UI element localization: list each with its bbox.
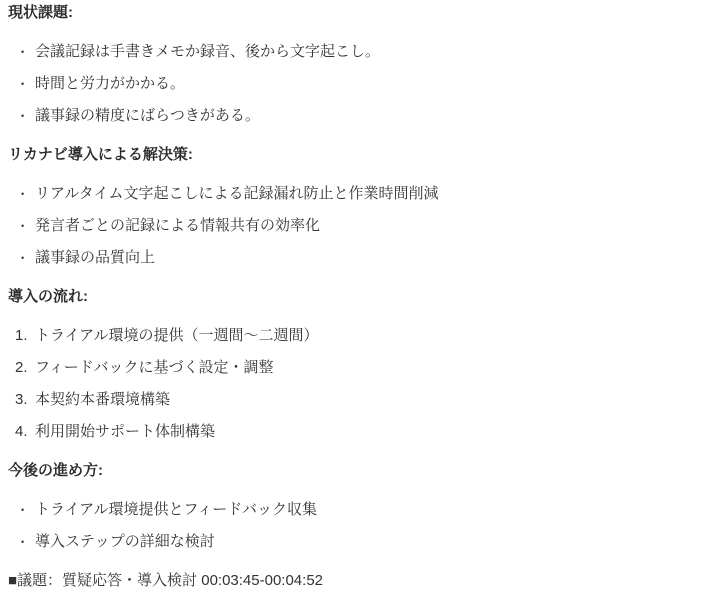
list-item <box>8 106 712 126</box>
list-item-text: フィードバックに基づく設定・調整 <box>35 359 274 376</box>
list-item <box>8 248 712 268</box>
section-heading-solutions: リカナビ導入による解決策: <box>8 146 193 163</box>
numbered-list-implementation-flow <box>8 326 712 442</box>
list-number: 1. <box>15 327 28 344</box>
list-item <box>8 532 712 552</box>
bullet-icon: • <box>21 253 25 263</box>
list-item <box>8 74 712 94</box>
list-item-text: 議事録の精度にばらつきがある。 <box>35 107 260 124</box>
list-item-text: 議事録の品質向上 <box>35 249 156 266</box>
list-item <box>8 422 712 442</box>
list-item-text: リアルタイム文字起こしによる記録漏れ防止と作業時間削減 <box>35 185 439 202</box>
list-item <box>8 500 712 520</box>
bullet-list-current-issues <box>8 42 712 126</box>
list-number: 4. <box>15 423 28 440</box>
bullet-list-solutions <box>8 184 712 268</box>
section-heading-next-steps: 今後の進め方: <box>8 462 103 479</box>
list-item-text: トライアル環境の提供（一週間〜二週間） <box>35 327 319 344</box>
bullet-icon: • <box>21 221 25 231</box>
bullet-icon: • <box>21 79 25 89</box>
list-item-text: 本契約本番環境構築 <box>35 391 171 408</box>
list-item-text: 発言者ごとの記録による情報共有の効率化 <box>35 217 321 234</box>
bullet-list-next-steps <box>8 500 712 552</box>
list-number: 3. <box>15 391 28 408</box>
list-item <box>8 390 712 410</box>
bullet-icon: • <box>21 111 25 121</box>
bullet-icon: • <box>21 47 25 57</box>
list-item-text: 利用開始サポート体制構築 <box>35 423 216 440</box>
section-heading-implementation-flow: 導入の流れ: <box>8 288 88 305</box>
agenda-topic-line: ■議題：質疑応答・導入検討 00:03:45-00:04:52 <box>8 572 324 589</box>
list-item-text: 導入ステップの詳細な検討 <box>35 533 215 550</box>
list-item <box>8 358 712 378</box>
bullet-icon: • <box>21 505 25 515</box>
list-item <box>8 326 712 346</box>
list-item <box>8 184 712 204</box>
list-item-text: トライアル環境提供とフィードバック収集 <box>35 501 318 518</box>
section-heading-current-issues: 現状課題: <box>8 4 73 21</box>
list-number: 2. <box>15 359 28 376</box>
list-item-text: 会議記録は手書きメモか録音、後から文字起こし。 <box>35 43 381 60</box>
list-item-text: 時間と労力がかかる。 <box>35 75 186 92</box>
bullet-icon: • <box>21 537 25 547</box>
list-item <box>8 216 712 236</box>
bullet-icon: • <box>21 189 25 199</box>
list-item <box>8 42 712 62</box>
